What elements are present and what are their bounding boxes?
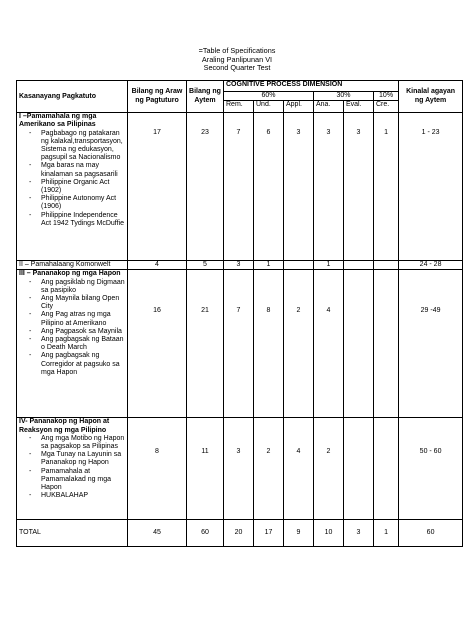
list-item: - Ang pagsiklab ng Digmaan sa pasipiko <box>29 279 125 295</box>
appl-cell <box>284 261 314 270</box>
header-competency: Kasanayang Pagkatuto <box>17 81 128 113</box>
specification-table <box>16 80 463 547</box>
document-title: =Table of Specifications <box>198 46 276 55</box>
list-item: - Ang Maynila bilang Open City <box>29 295 125 311</box>
appl-cell: 4 <box>284 418 314 520</box>
header-eval: Eval. <box>344 101 374 113</box>
days-cell: 17 <box>128 113 187 261</box>
header-cre: Cre. <box>374 101 399 113</box>
eval-cell: 3 <box>344 113 374 261</box>
list-item: - Philippine Organic Act (1902) <box>29 179 125 195</box>
total-rem: 20 <box>224 520 254 547</box>
und-cell: 1 <box>254 261 284 270</box>
section-title: II – Pamahalaang Komonwelt <box>19 261 111 269</box>
table-row <box>17 113 463 261</box>
list-item: - Mga Tunay na Layunin sa Pananakop ng Hapon <box>29 451 125 467</box>
total-ana: 10 <box>314 520 344 547</box>
appl-cell: 2 <box>284 270 314 418</box>
document-subject: Araling Panlipunan VI <box>201 54 273 64</box>
list-item: - Mga baras na may kinalaman sa pagsasarili <box>29 162 125 178</box>
appl-cell: 3 <box>284 113 314 261</box>
header-appl: Appl. <box>284 101 314 113</box>
table-row <box>17 270 463 418</box>
cre-cell <box>374 270 399 418</box>
eval-cell <box>344 270 374 418</box>
header-placement: Kinalal agayan ng Aytem <box>399 81 463 113</box>
competency-cell <box>17 261 128 270</box>
days-cell: 8 <box>128 418 187 520</box>
items-cell: 11 <box>187 418 224 520</box>
items-cell: 21 <box>187 270 224 418</box>
header-items: Bilang ng Aytem <box>187 81 224 113</box>
section-title: III – Pananakop ng mga Hapon <box>19 270 121 278</box>
ana-cell: 3 <box>314 113 344 261</box>
days-cell: 16 <box>128 270 187 418</box>
list-item: - Ang Pag atras ng mga Pilipino at Amerikano <box>29 311 125 327</box>
section-title: IV- Pananakop ng Hapon at Reaksyon ng mga Pilipino <box>19 418 110 434</box>
eval-cell <box>344 261 374 270</box>
document-quarter: Second Quarter Test <box>203 63 271 72</box>
rem-cell: 7 <box>224 113 254 261</box>
placement-cell: 1 - 23 <box>399 113 463 261</box>
rem-cell: 3 <box>224 261 254 270</box>
list-item: - Philippine Autonomy Act (1906) <box>29 195 125 211</box>
placement-cell: 50 - 60 <box>399 418 463 520</box>
header-cognitive-dimension: COGNITIVE PROCESS DIMENSION <box>224 81 399 92</box>
rem-cell: 3 <box>224 418 254 520</box>
header-und: Und. <box>254 101 284 113</box>
total-items: 60 <box>187 520 224 547</box>
cre-cell <box>374 261 399 270</box>
items-cell: 23 <box>187 113 224 261</box>
table-row <box>17 261 463 270</box>
table-row <box>17 418 463 520</box>
cre-cell: 1 <box>374 113 399 261</box>
rem-cell: 7 <box>224 270 254 418</box>
total-und: 17 <box>254 520 284 547</box>
header-pct-30: 30% <box>314 92 374 101</box>
list-item: - HUKBALAHAP <box>29 492 125 500</box>
competency-cell <box>17 418 128 520</box>
total-days: 45 <box>128 520 187 547</box>
section-title: I –Pamamahala ng mga Amerikano sa Pilipinas <box>19 113 97 129</box>
competency-cell <box>17 270 128 418</box>
ana-cell: 4 <box>314 270 344 418</box>
cre-cell <box>374 418 399 520</box>
list-item: - Philippine Independence Act 1942 Tydings McDuffie <box>29 212 125 228</box>
list-item: - Pagbabago ng patakaran ng kalakal,transportasyon, Sistema ng edukasyon, pagsupil sa Nacionalismo <box>29 130 125 163</box>
header-days: Bilang ng Araw ng Pagtuturo <box>128 81 187 113</box>
days-cell: 4 <box>128 261 187 270</box>
list-item: - Pamamahala at Pamamalakad ng mga Hapon <box>29 468 125 493</box>
eval-cell <box>344 418 374 520</box>
und-cell: 6 <box>254 113 284 261</box>
header-pct-60: 60% <box>224 92 314 101</box>
list-item: - Ang pagbagsak ng Corregidor at pagsuko sa mga Hapon <box>29 352 125 377</box>
placement-cell: 29 -49 <box>399 270 463 418</box>
header-rem: Rem. <box>224 101 254 113</box>
competency-cell <box>17 113 128 261</box>
total-cre: 1 <box>374 520 399 547</box>
header-pct-10: 10% <box>374 92 399 101</box>
list-item: - Ang pagbagsak ng Bataan o Death March <box>29 336 125 352</box>
total-eval: 3 <box>344 520 374 547</box>
ana-cell: 1 <box>314 261 344 270</box>
header-ana: Ana. <box>314 101 344 113</box>
ana-cell: 2 <box>314 418 344 520</box>
list-item: - Ang Pagpasok sa Maynila <box>29 328 125 336</box>
items-cell: 5 <box>187 261 224 270</box>
total-label: TOTAL <box>17 520 128 547</box>
list-item: - Ang mga Motibo ng Hapon sa pagsakop sa Pilipinas <box>29 435 125 451</box>
total-appl: 9 <box>284 520 314 547</box>
und-cell: 8 <box>254 270 284 418</box>
placement-cell: 24 - 28 <box>399 261 463 270</box>
total-row <box>17 520 463 547</box>
und-cell: 2 <box>254 418 284 520</box>
total-placement: 60 <box>399 520 463 547</box>
